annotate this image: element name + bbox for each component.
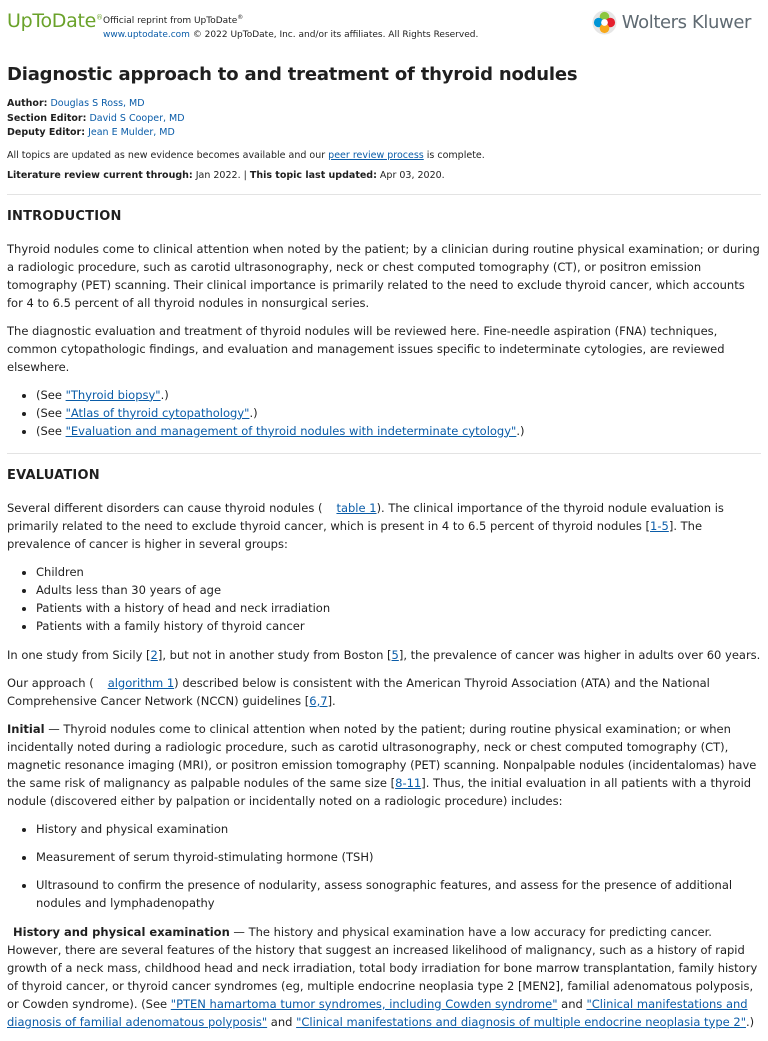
evaluation-paragraph-1 [7,499,761,553]
list-item: • History and physical examination [36,820,761,838]
evaluation-text: In one study from Sicily [ [7,647,151,662]
list-item: • Ultrasound to confirm the presence of nodularity, assess sonographic features, and assess for the presence of additional nodules and lymphadenopathy [36,876,761,912]
section-divider [7,194,761,195]
initial-text: — Thyroid nodules come to clinical attention when noted by the patient; during routine physical examination; or when incidentally noted during a radiologic procedure, such as carotid ultrasonography, neck or chest computed tomography (CT), magnetic resonance imaging (MRI), or positron emission tomography (PET) scanning. Nonpalpable nodules (incidentalomas) have the same risk of malignancy as palpable nodules of the same size [ [7,721,757,790]
reference-link[interactable]: 1-5 [650,518,669,533]
introduction-paragraph-1: Thyroid nodules come to clinical attention when noted by the patient; by a clinician during routine physical examination; or during a radiologic procedure, such as carotid ultrasonography, neck or chest computed tomography (CT), or positron emission tomography (PET) scanning. Their clinical importance is primarily related to the need to exclude thyroid cancer, which accounts for 4 to 6.5 percent of all thyroid nodules in nonsurgical series. [7,241,760,310]
see-prefix: (See [36,387,66,402]
see-suffix: .) [516,423,525,438]
lit-review-label: Literature review current through: [7,169,193,181]
wolters-kluwer-text: Wolters Kluwer [621,12,751,33]
evaluation-text: ). The clinical importance of the thyroid nodule evaluation is primarily related to the need to exclude thyroid cancer, which is present in 4 to 6.5 percent of thyroid nodules [ [7,500,724,533]
evaluation-paragraph-3 [7,674,761,710]
evaluation-text: ) described below is consistent with the American Thyroid Association (ATA) and the National Comprehensive Cancer Network (NCCN) guidelines [ [7,675,710,708]
reference-link[interactable]: 8-11 [395,775,422,790]
see-also-list [7,386,761,440]
initial-paragraph [7,720,761,810]
article-title: Diagnostic approach to and treatment of thyroid nodules [7,64,578,85]
evaluation-paragraph-2 [7,646,761,664]
peer-review-link[interactable]: peer review process [328,149,424,161]
history-exam-text: .) [745,1014,755,1029]
history-exam-text: and [557,996,587,1011]
atlas-cytopathology-link[interactable]: "Atlas of thyroid cytopathology" [65,405,250,420]
see-suffix: .) [249,405,258,420]
history-exam-text: and [267,1014,297,1029]
list-item: • Children [36,563,761,581]
uptodate-url-link[interactable]: www.uptodate.com [103,30,190,40]
wolters-kluwer-logo[interactable] [592,10,751,35]
reprint-notice [103,11,478,42]
history-exam-text: — The history and physical examination have a low accuracy for predicting cancer. However, there are several features of the history that suggest an increased likelihood of malignancy, such as a history of rapid growth of a neck mass, childhood head and neck irradiation, total body irradiation for bone marrow transplantation, family history of thyroid cancer, or thyroid cancer syndromes (eg, multiple endocrine neoplasia type 2 [MEN2], familial adenomatous polyposis, or Cowden syndrome). (See [7,924,758,1011]
evaluation-text: ], the prevalence of cancer was higher in adults over 60 years. [398,647,761,662]
introduction-paragraph-2: The diagnostic evaluation and treatment of thyroid nodules will be reviewed here. Fine-needle aspiration (FNA) techniques, common cytopathologic findings, and evaluation and management issues specific to indeterminate cytologies, are reviewed elsewhere. [7,323,725,374]
uptodate-logo-mark: ® [95,13,103,22]
indeterminate-cytology-link[interactable]: "Evaluation and management of thyroid nodules with indeterminate cytology" [65,423,517,438]
wolters-kluwer-globe-icon [592,10,617,35]
men2-diagnosis-link[interactable]: "Clinical manifestations and diagnosis of multiple endocrine neoplasia type 2" [296,1014,746,1029]
article-credits [7,97,761,141]
list-item: • Measurement of serum thyroid-stimulating hormone (TSH) [36,848,761,866]
evaluation-text: ]. [327,693,336,708]
initial-text: ]. Thus, the initial evaluation in all patients with a thyroid nodule (discovered either by palpation or incidentally noted on a radiologic procedure) includes: [7,775,752,808]
history-exam-label: History and physical examination [13,924,230,939]
list-item: • Patients with a history of head and neck irradiation [36,599,761,617]
last-updated-value: Apr 03, 2020. [376,169,445,181]
review-dates [7,170,761,181]
reference-link[interactable]: 5 [391,647,399,662]
algorithm-1-link[interactable]: algorithm 1 [107,675,175,690]
history-exam-paragraph [7,923,761,1031]
evaluation-heading: EVALUATION [7,467,100,483]
copyright-text: © 2022 UpToDate, Inc. and/or its affiliates. All Rights Reserved. [189,30,479,40]
thyroid-biopsy-link[interactable]: "Thyroid biopsy" [65,387,161,402]
last-updated-label: This topic last updated: [249,169,377,181]
uptodate-logo-text: UpToDate [7,10,96,32]
section-editor-link[interactable]: David S Cooper, MD [89,112,185,124]
high-risk-groups-list [7,563,761,635]
update-note [7,150,761,161]
section-editor-label: Section Editor: [7,112,87,124]
see-prefix: (See [36,405,66,420]
see-prefix: (See [36,423,66,438]
list-item [36,404,761,422]
article-content [7,64,761,1041]
fap-diagnosis-link[interactable]: "Clinical manifestations and diagnosis of familial adenomatous polyposis" [7,996,748,1029]
update-note-text: All topics are updated as new evidence becomes available and our [7,149,329,161]
evaluation-text: ], but not in another study from Boston [ [157,647,392,662]
section-divider [7,453,761,454]
lit-review-value: Jan 2022. [192,169,241,181]
list-item: • Adults less than 30 years of age [36,581,761,599]
date-divider: | [240,169,250,181]
introduction-heading: INTRODUCTION [7,208,122,224]
reference-link[interactable]: 6,7 [309,693,328,708]
table-1-link[interactable]: table 1 [336,500,377,515]
deputy-editor-link[interactable]: Jean E Mulder, MD [88,127,175,138]
evaluation-text: Several different disorders can cause thyroid nodules ( [7,500,323,515]
reference-link[interactable]: 2 [150,647,158,662]
deputy-editor-label: Deputy Editor: [7,127,86,138]
author-link[interactable]: Douglas S Ross, MD [50,98,145,109]
initial-label: Initial [7,721,45,736]
evaluation-text: Our approach ( [7,675,94,690]
list-item [36,422,761,440]
author-label: Author: [7,98,48,109]
see-suffix: .) [160,387,169,402]
reprint-mark: ® [237,14,244,21]
update-note-end: is complete. [423,149,485,161]
reprint-header [0,0,768,50]
pten-syndromes-link[interactable]: "PTEN hamartoma tumor syndromes, including Cowden syndrome" [170,996,558,1011]
list-item: • Patients with a family history of thyroid cancer [36,617,761,635]
uptodate-logo[interactable] [7,10,103,32]
evaluation-text: ]. The prevalence of cancer is higher in several groups: [7,518,703,551]
list-item [36,386,761,404]
reprint-line: Official reprint from UpToDate [103,16,238,26]
initial-evaluation-list [7,820,761,912]
